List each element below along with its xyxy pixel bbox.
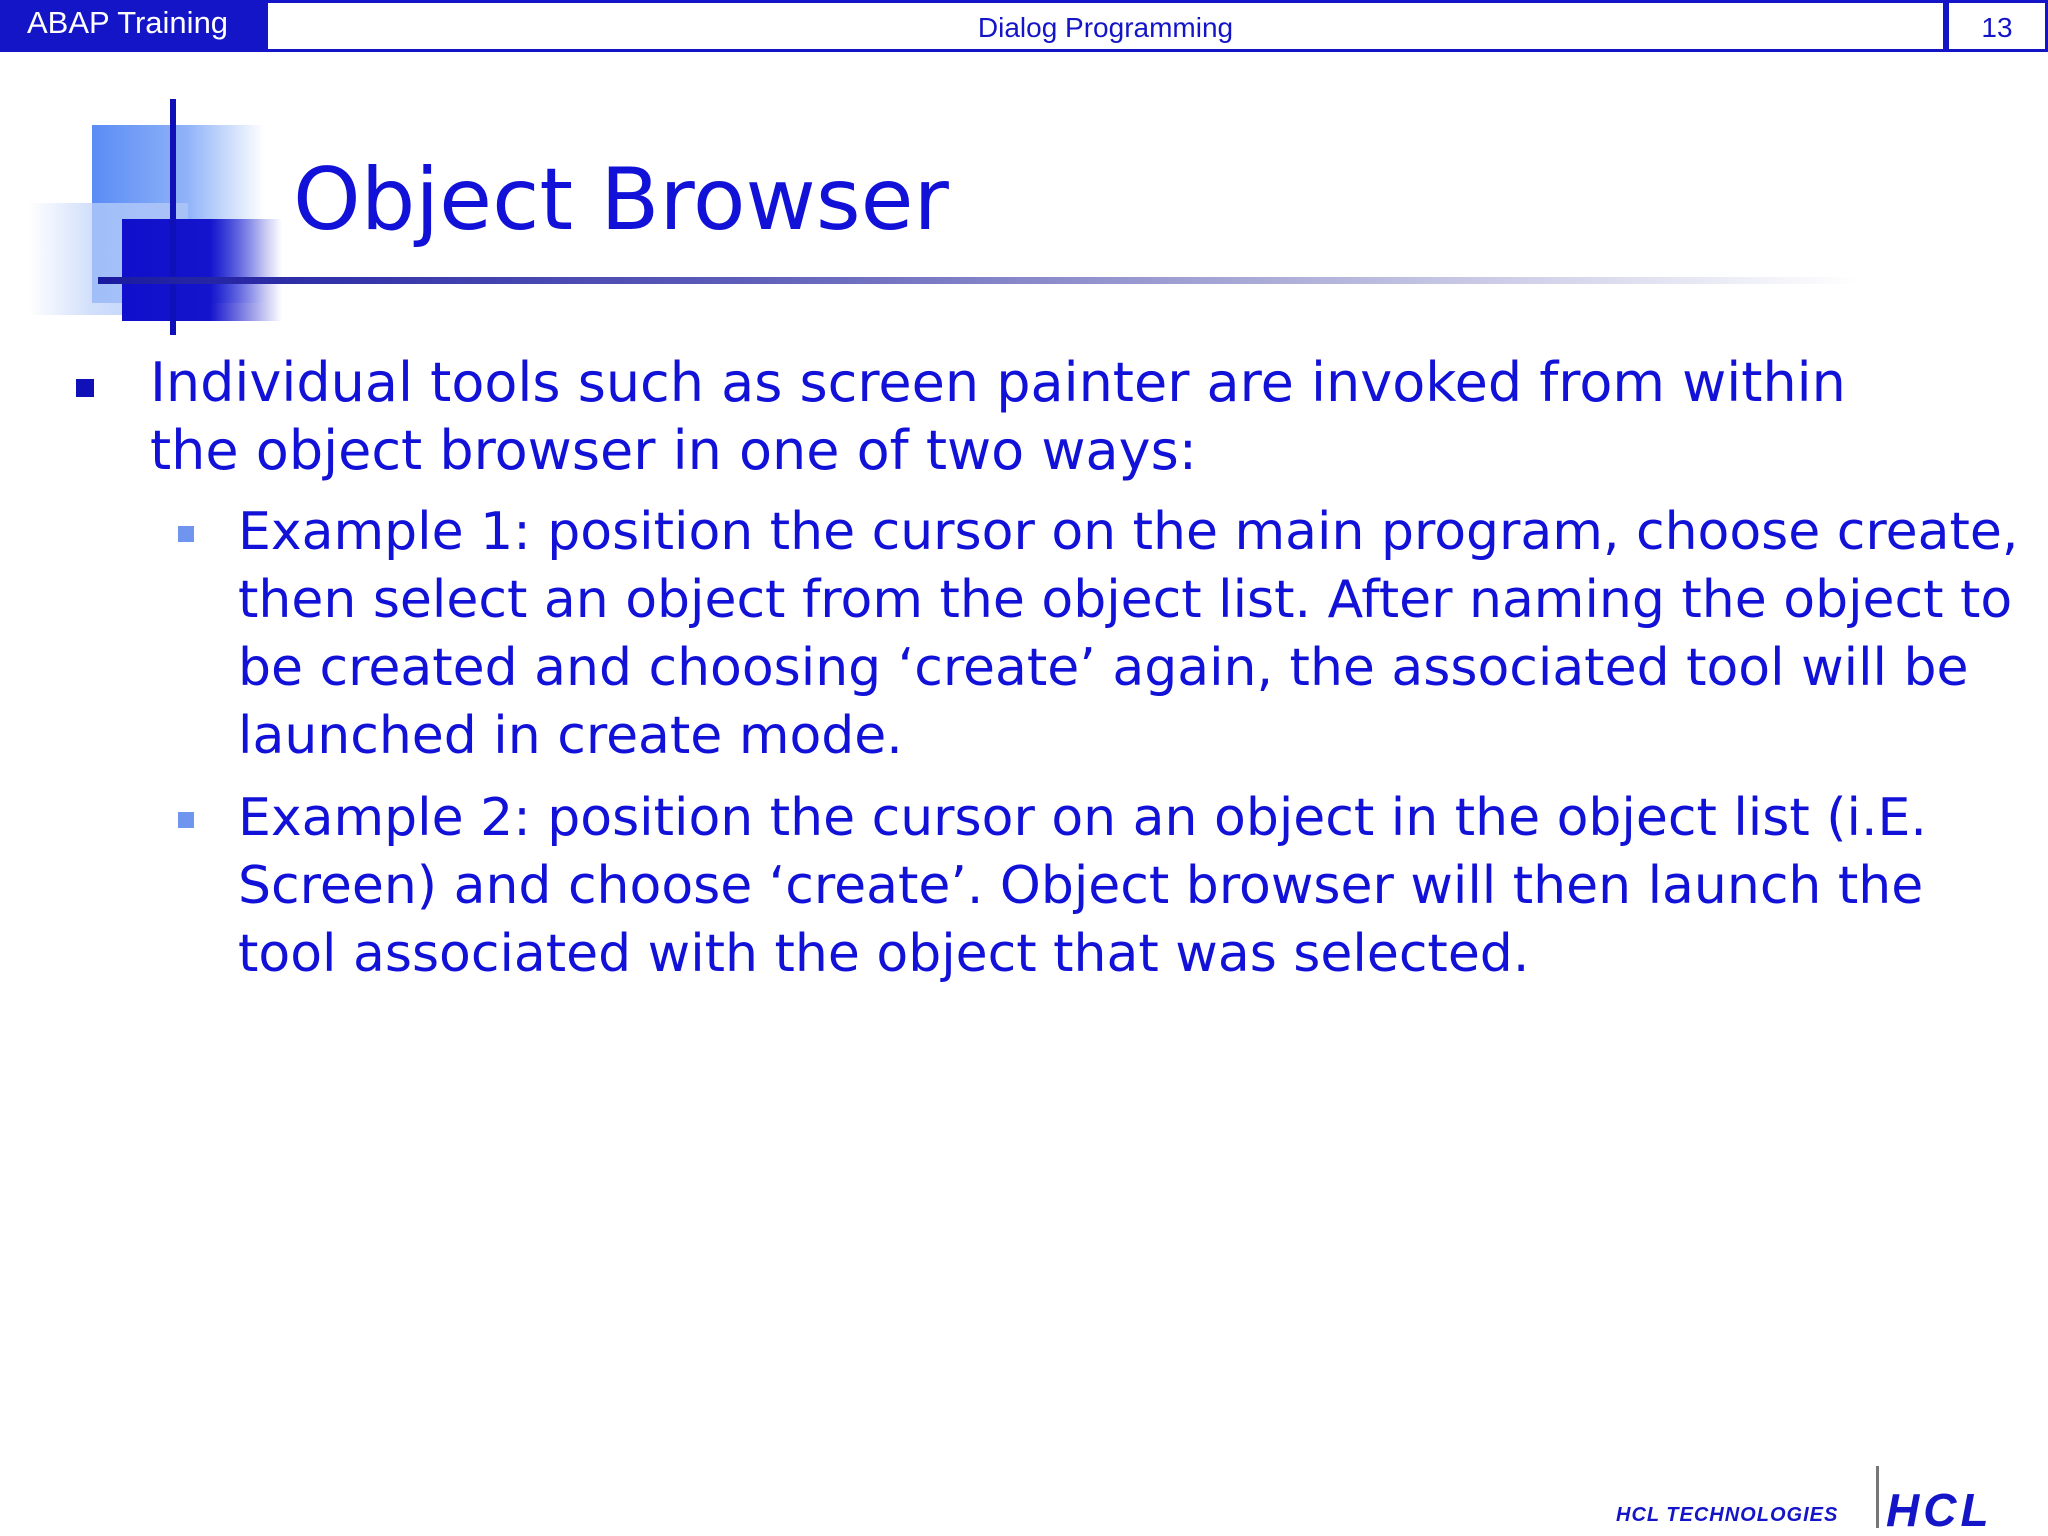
sub-bullet-text: Example 1: position the cursor on the main program, choose create, then select an object from the object list. After naming the object to be created and choosing ‘create’ again, the associated tool will be launched in create mode.: [238, 502, 2019, 766]
square-sub-bullet-icon: [178, 526, 194, 542]
page-number: 13: [1946, 0, 2048, 52]
logo-brand-text: HCL: [1886, 1484, 1993, 1536]
slide-header: [0, 0, 2048, 52]
hcl-logo: [1608, 1460, 2048, 1536]
logo-company-text: HCL TECHNOLOGIES: [1616, 1504, 1839, 1526]
ornament-dark-square: [122, 219, 282, 321]
square-sub-bullet-icon: [178, 812, 194, 828]
section-title: Dialog Programming: [268, 0, 1946, 52]
course-title-tab: ABAP Training: [0, 0, 268, 52]
title-underline: [98, 277, 1858, 284]
ornament-vertical-line: [170, 99, 176, 335]
bullet-text: Individual tools such as screen painter are invoked from within the object browser in one of two ways:: [150, 351, 1846, 482]
title-ornament: [0, 95, 300, 345]
square-bullet-icon: [76, 379, 94, 397]
slide-title: Object Browser: [293, 150, 949, 250]
logo-divider: [1876, 1466, 1879, 1528]
sub-bullet-text: Example 2: position the cursor on an object in the object list (i.E. Screen) and choose ‘create’. Object browser will then launch the tool associated with the object that was selected.: [238, 788, 1927, 984]
